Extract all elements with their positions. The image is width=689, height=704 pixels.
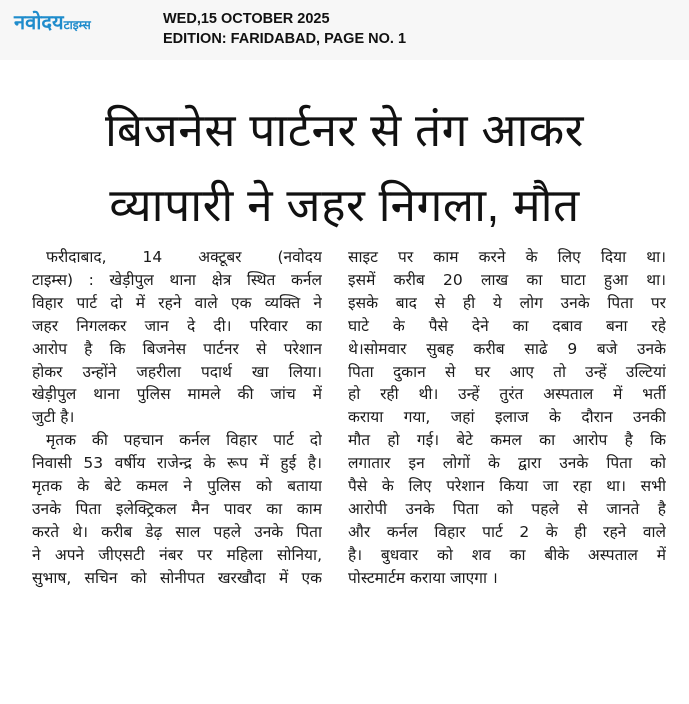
article-line: निवासी 53 वर्षीय राजेन्द्र के रूप में हुई है। (32, 454, 322, 473)
headline-line-2: व्यापारी ने जहर निगला, मौत (109, 179, 580, 231)
page-header (0, 0, 689, 60)
article-line: सुभाष, सचिन को सोनीपत खरखौदा में एक (32, 568, 322, 587)
article-line: पिता दुकान से घर आए तो उन्हें उल्टियां (348, 362, 666, 381)
article-line: साइट पर काम करने के लिए दिया था। (348, 248, 666, 266)
article-line: होकर उन्होंने जहरीला पदार्थ खा लिया। (32, 362, 322, 381)
article-line: पैसे के लिए परेशान किया जा रहा था। सभी (348, 477, 666, 496)
article-line: ने अपने जीएसटी नंबर पर महिला सोनिया, (32, 545, 322, 564)
article-line: आरोपी उनके पिता को पहले से जानते है (348, 499, 666, 518)
article-line: घाटे के पैसे देने का दबाव बना रहे (348, 316, 666, 335)
article-line: पोस्टमार्टम कराया जाएगा । (348, 568, 498, 587)
article-line: आरोप है कि बिजनेस पार्टनर से परेशान (32, 339, 322, 358)
article-line: मौत हो गई। बेटे कमल का आरोप है कि (348, 431, 666, 450)
article-line: जहर निगलकर जान दे दी। परिवार का (32, 316, 322, 335)
article-column-right (348, 246, 666, 590)
article-line: जुटी है। (32, 408, 75, 427)
article-line: करते थे। करीब डेढ़ साल पहले उनके पिता (32, 522, 322, 541)
issue-date: WED,15 OCTOBER 2025 (163, 11, 330, 27)
edition-page: EDITION: FARIDABAD, PAGE NO. 1 (163, 31, 407, 47)
article-line: मृतक की पहचान कर्नल विहार पार्ट दो (46, 431, 322, 450)
newspaper-logo (14, 8, 91, 35)
article-line: उनके पिता इलेक्ट्रिकल मैन पावर का काम (32, 499, 322, 518)
article-line: लगातार इन लोगों के द्वारा उनके पिता को (348, 454, 666, 473)
article-line: थे।सोमवार सुबह करीब साढे 9 बजे उनके (348, 339, 666, 358)
article-line: और कर्नल विहार पार्ट 2 के ही रहने वाले (348, 522, 666, 541)
article-line: है। बुधवार को शव का बीके अस्पताल में (348, 545, 666, 564)
article-line: मृतक के बेटे कमल ने पुलिस को बताया (32, 477, 322, 496)
article-column-left (32, 246, 322, 590)
article-line: विहार पार्ट दो में रहने वाले एक व्यक्ति ने (32, 293, 322, 312)
article-line: इसमें करीब 20 लाख का घाटा हुआ था। (348, 270, 666, 289)
article-line: इसके बाद से ही ये लोग उनके पिता पर (348, 293, 666, 312)
logo-sub-text: टाइम्स (63, 18, 91, 32)
article-line: कराया गया, जहां इलाज के दौरान उनकी (348, 408, 666, 427)
logo-main-text: नवोदय (14, 10, 64, 34)
article-line: फरीदाबाद, 14 अक्टूबर (नवोदय (46, 248, 322, 266)
edition-info (163, 9, 406, 49)
article-line: हो रही थी। उन्हें तुरंत अस्पताल में भर्ती (348, 385, 666, 404)
article-line: टाइम्स) : खेड़ीपुल थाना क्षेत्र स्थित कर्नल (32, 270, 322, 289)
headline-line-1: बिजनेस पार्टनर से तंग आकर (105, 104, 584, 156)
article-line: खेड़ीपुल थाना पुलिस मामले की जांच में (32, 385, 322, 404)
